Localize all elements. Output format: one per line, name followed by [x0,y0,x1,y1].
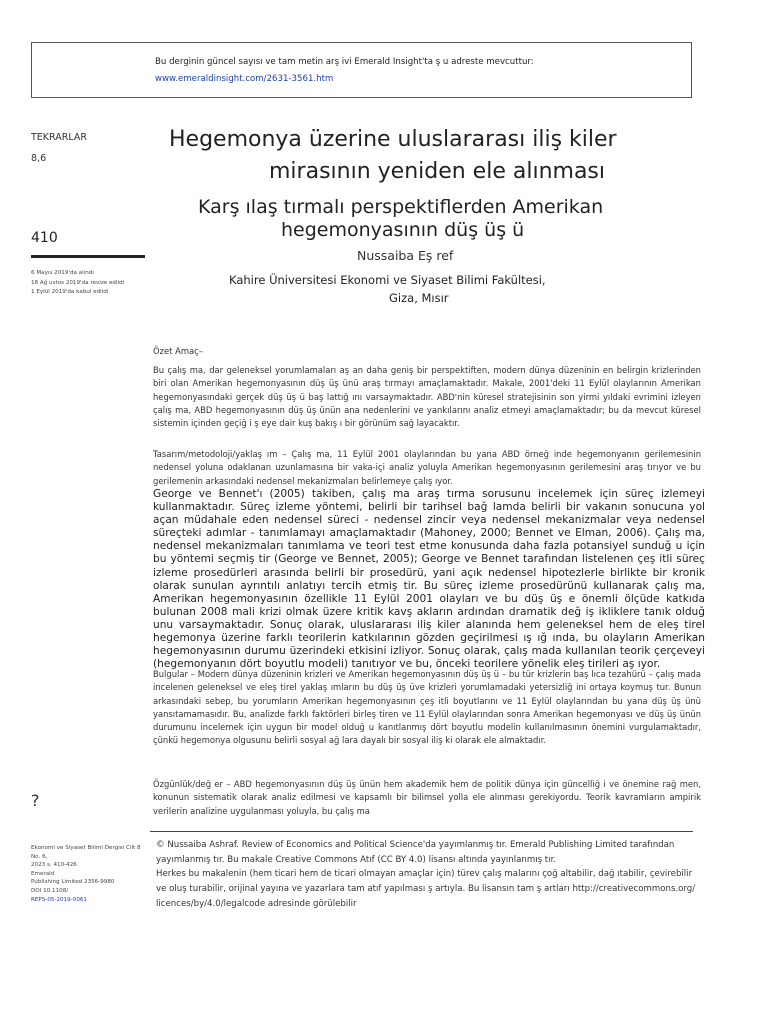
journal-info [31,844,141,904]
article-subtitle-line1: Karş ılaş tırmalı perspektiflerden Amerikan [198,196,604,218]
journal-issue: No. 6, [31,853,48,860]
author-name: Nussaiba Eş ref [357,248,454,263]
article-title-line2: mirasının yeniden ele alınması [269,159,605,184]
revised-date: 18 Ağ ustos 2019'da revize edildi [31,279,125,286]
accepted-date: 1 Eylül 2019'da kabul edildi [31,289,109,295]
publisher-issn: Publishing Limited 2356-9980 [31,879,115,886]
license-footnote: © Nussaiba Ashraf. Review of Economics and Political Science'da yayımlanmış tır. Emerald Publishing Limited tarafından yayımlanmış tır. Bu makale Creative Commons Atıf (CC BY 4.0) lisansı altında yayınlanmış tır. [156,840,675,866]
journal-name: Ekonomi ve Siyaset Bilimi Dergisi Cilt 8 [31,845,141,851]
received-dates [31,269,124,298]
volume-label: 8,6 [31,153,47,164]
journal-url-link[interactable]: www.emeraldinsight.com/2631-3561.htm [155,74,334,84]
abstract-findings: Bulgular – Modern dünya düzeninin krizleri ve Amerikan hegemonyasının düş üş ü – bu tür krizlerin baş lıca tezahürü – çalış mada incelenen geleneksel ve eleş tirel yaklaş ımların bu düş üş üve krizleri yorumlamadaki yetersizliğ ini ortaya koymuş tur. Bunun arkasındaki sebep, bu yorumların Amerikan hegemonyasının çeş itli boyutlarını ve 11 Eylül olaylarından bu yana düş üş ünü yansıtamamasıdır. Bu, analizde farklı faktörleri birleş tiren ve 11 Eylül olaylarından sonra Amerikan hegemonyası ve düş üş ünün durumunu incelemek için uygun bir model olduğ u kanıtlanmış dört boyutlu modelin kullanılmasının önemini vurgulamaktadır, çünkü hegemonya olgusunu belirli sosyal ağ lara dayalı bir sosyal iliş ki olarak ele almaktadır. [153,669,701,746]
section-label: TEKRARLAR [31,132,87,143]
publisher-name: Emerald [31,870,55,877]
received-date: 6 Mayıs 2019'da alındı [31,270,94,276]
abstract-originality: Özgünlük/değ er – ABD hegemonyasının düş üş ünün hem akademik hem de politik dünya için güncelliğ i ve önemine rağ men, konunun sistematik olarak analiz edilmesi ve kapsamlı bir bilimsel yolla ele alınması gerekiyordu. Teorik kavramların ampirik verilerin analizine uygulanması yoluyla, bu çalış ma [153,779,701,816]
article-subtitle-line2: hegemonyasının düş üş ü [281,219,525,241]
availability-text: Bu derginin güncel sayısı ve tam metin arş ivi Emerald Insight'ta ş u adreste mevcuttur: [155,57,534,67]
journal-pages: 2023 s. 410-426 [31,862,77,869]
availability-banner [31,42,692,98]
abstract-design: Tasarım/metodoloji/yaklaş ım – Çalış ma, 11 Eylül 2001 olaylarından bu yana ABD örneğ inde hegemonyanın gerilemesinin nedensel yoluna odaklanan uzunlamasına bir vaka-içi analiz yoluyla Amerikan hegemonyasının gerilemesini araş tırıyor ve bu gerilemenin arkasındaki nedensel mekanizmaları belirlemeye çalış ıyor. [153,449,701,486]
doi-link[interactable]: REPS-05-2019-0061 [31,896,87,903]
page-number: 410 [31,230,58,246]
question-mark-glyph: ? [31,791,40,810]
doi-label: DOI 10.1108/ [31,887,69,894]
page-number-rule [31,255,145,258]
article-title-line1: Hegemonya üzerine uluslararası iliş kiler [169,127,617,152]
affiliation-line2: Giza, Mısır [389,291,449,305]
rights-footnote: Herkes bu makalenin (hem ticari hem de ticari olmayan amaçlar için) türev çalış malarını çoğ altabilir, dağ ıtabilir, çevirebilir ve oluş turabilir, orijinal yayına ve yazarlara tam atıf yapılması ş artıyla. Bu lisansın tam ş artları http://creativecommons.org/ licences/by/4.0/legalcode adresinde görülebilir [156,869,696,910]
abstract-label: Özet Amaç– [153,346,203,356]
footnote-rule [150,831,693,832]
affiliation-line1: Kahire Üniversitesi Ekonomi ve Siyaset Bilimi Fakültesi, [229,273,546,287]
abstract-purpose: Bu çalış ma, dar geleneksel yorumlamaları aş an daha geniş bir perspektiften, modern dünya düzeninin en belirgin krizlerinden biri olan Amerikan hegemonyasının düş üş ünü araş tırmayı amaçlamaktadır. Makale, 2001'deki 11 Eylül olaylarının Amerikan hegemonyasındaki gerçek düş üş ü baş lattığ ını varsaymaktadır. ABD'nin küresel stratejisinin son yirmi yıldaki evrimini izleyen çalış ma, ABD hegemonyasının düş üş ünün ana nedenlerini ve yankılarını analiz etmeyi amaçlamaktadır; bu da mevcut küresel sistemin içinden geçiğ i ş eye dair kuş bakış ı bir görünüm sağ layacaktır. [153,365,701,429]
abstract-design-continued: George ve Bennet'ı (2005) takiben, çalış ma araş tırma sorusunu incelemek için süreç izlemeyi kullanmaktadır. Süreç izleme yöntemi, belirli bir tarihsel bağ lamda belirli bir vakanın sonucuna yol açan müdahale eden nedensel süreci - nedensel zincir veya nedensel mekanizmalar veya nedensel süreçteki adımlar - tanımlamayı amaçlamaktadır (Mahoney, 2000; Bennet ve Elman, 2006). Çalış ma, nedensel mekanizmaları tanımlama ve teori test etme konusunda daha fazla potansiyel sunduğ u için bu yöntemi seçmiş tir (George ve Bennet, 2005); George ve Bennet tarafından listelenen çeş itli süreç izleme prosedürleri arasında belirli bir prosedürü, yani açık nedensel hipotezlerle birlikte bir kronik olarak sunulan ayrıntılı anlatıyı tercih etmiş tir. Bu süreç izleme prosedürünü kullanarak çalış ma, Amerikan hegemonyasının özellikle 11 Eylül 2001 olayları ve bu düş üş e önemli ölçüde katkıda bulunan 2008 mali krizi olmak üzere kritik kavş akların ardından dramatik değ iş ikliklere tanık olduğ unu varsaymaktadır. Sonuç olarak, uluslararası iliş kiler alanında hem geleneksel hem de eleş tirel hegemonya üzerine farklı teorilerin katkılarının gözden geçirilmesi ış ığ ında, bu olayların Amerikan hegemonyasının durumu üzerindeki etkisini izliyor. Sonuç olarak, çalış mada kullanılan teorik çerçeveyi (hegemonyanın dört boyutlu modeli) tanıtıyor ve bu, önceki teorilere yönelik eleş tirileri aş ıyor. [153,488,705,671]
